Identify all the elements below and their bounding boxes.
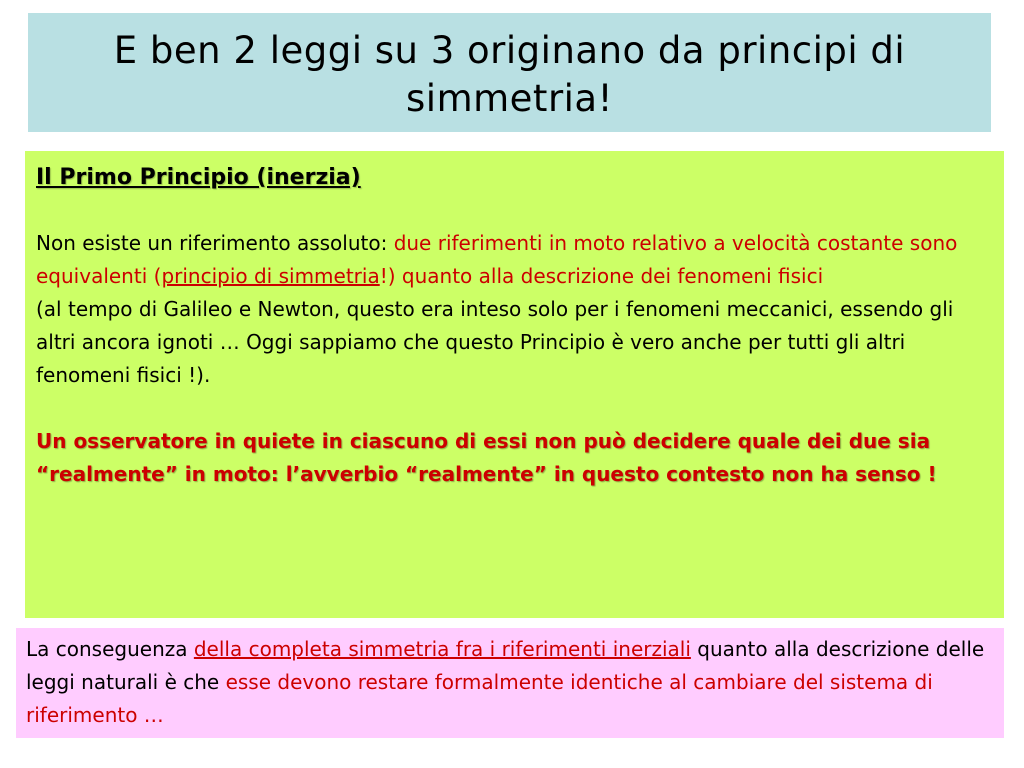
paragraph-history: (al tempo di Galileo e Newton, questo era inteso solo per i fenomeni meccanici, essendo gli altri ancora ignoti … Oggi sappiamo che questo Principio è vero anche per tutti gli altri fenomeni fisici !). bbox=[36, 297, 954, 387]
paragraph-intro: Non esiste un riferimento assoluto: bbox=[36, 231, 394, 255]
section-heading: Il Primo Principio (inerzia) bbox=[36, 165, 361, 190]
paragraph-relativity bbox=[36, 227, 994, 293]
paren-close: !) bbox=[379, 264, 402, 288]
slide-title-line1: E ben 2 leggi su 3 originano da principi di bbox=[113, 29, 906, 72]
paragraph-observer: Un osservatore in quiete in ciascuno di essi non può decidere quale dei due sia “realmente” in moto: l’avverbio “realmente” in questo contesto non ha senso ! bbox=[36, 429, 937, 486]
slide-title-line2: simmetria! bbox=[406, 77, 613, 120]
conclusion-red-end: esse devono restare formalmente identiche al cambiare del sistema di riferimento … bbox=[26, 670, 933, 727]
symmetry-principle-link: principio di simmetria bbox=[161, 264, 380, 288]
red-text-equivalent: due riferimenti in moto relativo a velocità costante sono equivalenti bbox=[36, 231, 958, 288]
conclusion-intro: La conseguenza bbox=[26, 637, 194, 661]
title-box bbox=[28, 13, 991, 132]
conclusion-box bbox=[16, 628, 1004, 738]
red-text-description: quanto alla descrizione dei fenomeni fisici bbox=[401, 264, 824, 288]
conclusion-underlined: della completa simmetria fra i riferimenti inerziali bbox=[193, 637, 691, 661]
paren-open: ( bbox=[147, 264, 162, 288]
conclusion-paragraph bbox=[26, 633, 994, 732]
conclusion-middle: quanto alla descrizione delle leggi naturali è che bbox=[26, 637, 985, 694]
main-content-box bbox=[25, 151, 1004, 618]
